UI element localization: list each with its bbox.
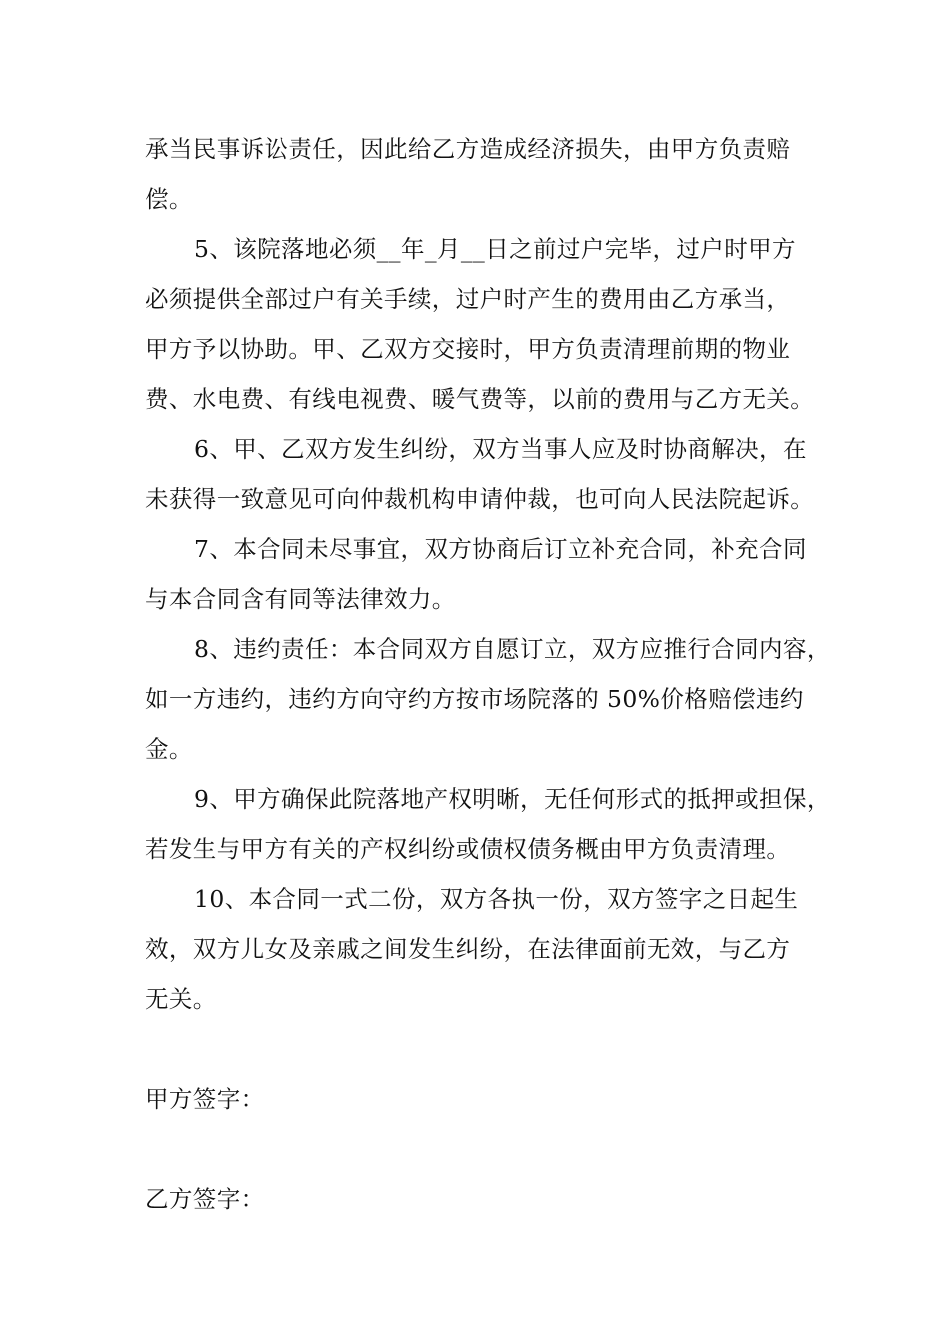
text-line: 未获得一致意见可向仲裁机构申请仲裁，也可向人民法院起诉。 [145,485,815,513]
party-b-signature-label: 乙方签字： [145,1185,265,1213]
party-a-signature-label: 甲方签字： [145,1085,265,1113]
text-line: 必须提供全部过户有关手续，过户时产生的费用由乙方承当， [145,285,791,313]
text-line: 偿。 [145,185,193,213]
text-line: 若发生与甲方有关的产权纠纷或债权债务概由甲方负责清理。 [145,835,791,863]
text-line: 无关。 [145,985,217,1013]
clause-9-line: 9、甲方确保此院落地产权明晰，无任何形式的抵押或担保， [194,785,831,813]
text-line: 承当民事诉讼责任，因此给乙方造成经济损失，由甲方负责赔 [145,135,791,163]
clause-6-line: 6、甲、乙双方发生纠纷，双方当事人应及时协商解决，在 [194,435,807,463]
clause-7-line: 7、本合同未尽事宜，双方协商后订立补充合同，补充合同 [194,535,807,563]
clause-10-line: 10、本合同一式二份，双方各执一份，双方签字之日起生 [194,885,799,913]
clause-5-line: 5、该院落地必须__年_月__日之前过户完毕，过户时甲方 [194,235,796,263]
text-line: 效，双方儿女及亲戚之间发生纠纷，在法律面前无效，与乙方 [145,935,791,963]
text-line: 费、水电费、有线电视费、暖气费等，以前的费用与乙方无关。 [145,385,815,413]
text-line: 甲方予以协助。甲、乙双方交接时，甲方负责清理前期的物业 [145,335,791,363]
text-line: 与本合同含有同等法律效力。 [145,585,456,613]
text-line: 如一方违约，违约方向守约方按市场院落的 50%价格赔偿违约 [145,685,804,713]
clause-8-line: 8、违约责任：本合同双方自愿订立，双方应推行合同内容， [194,635,831,663]
text-line: 金。 [145,735,193,763]
